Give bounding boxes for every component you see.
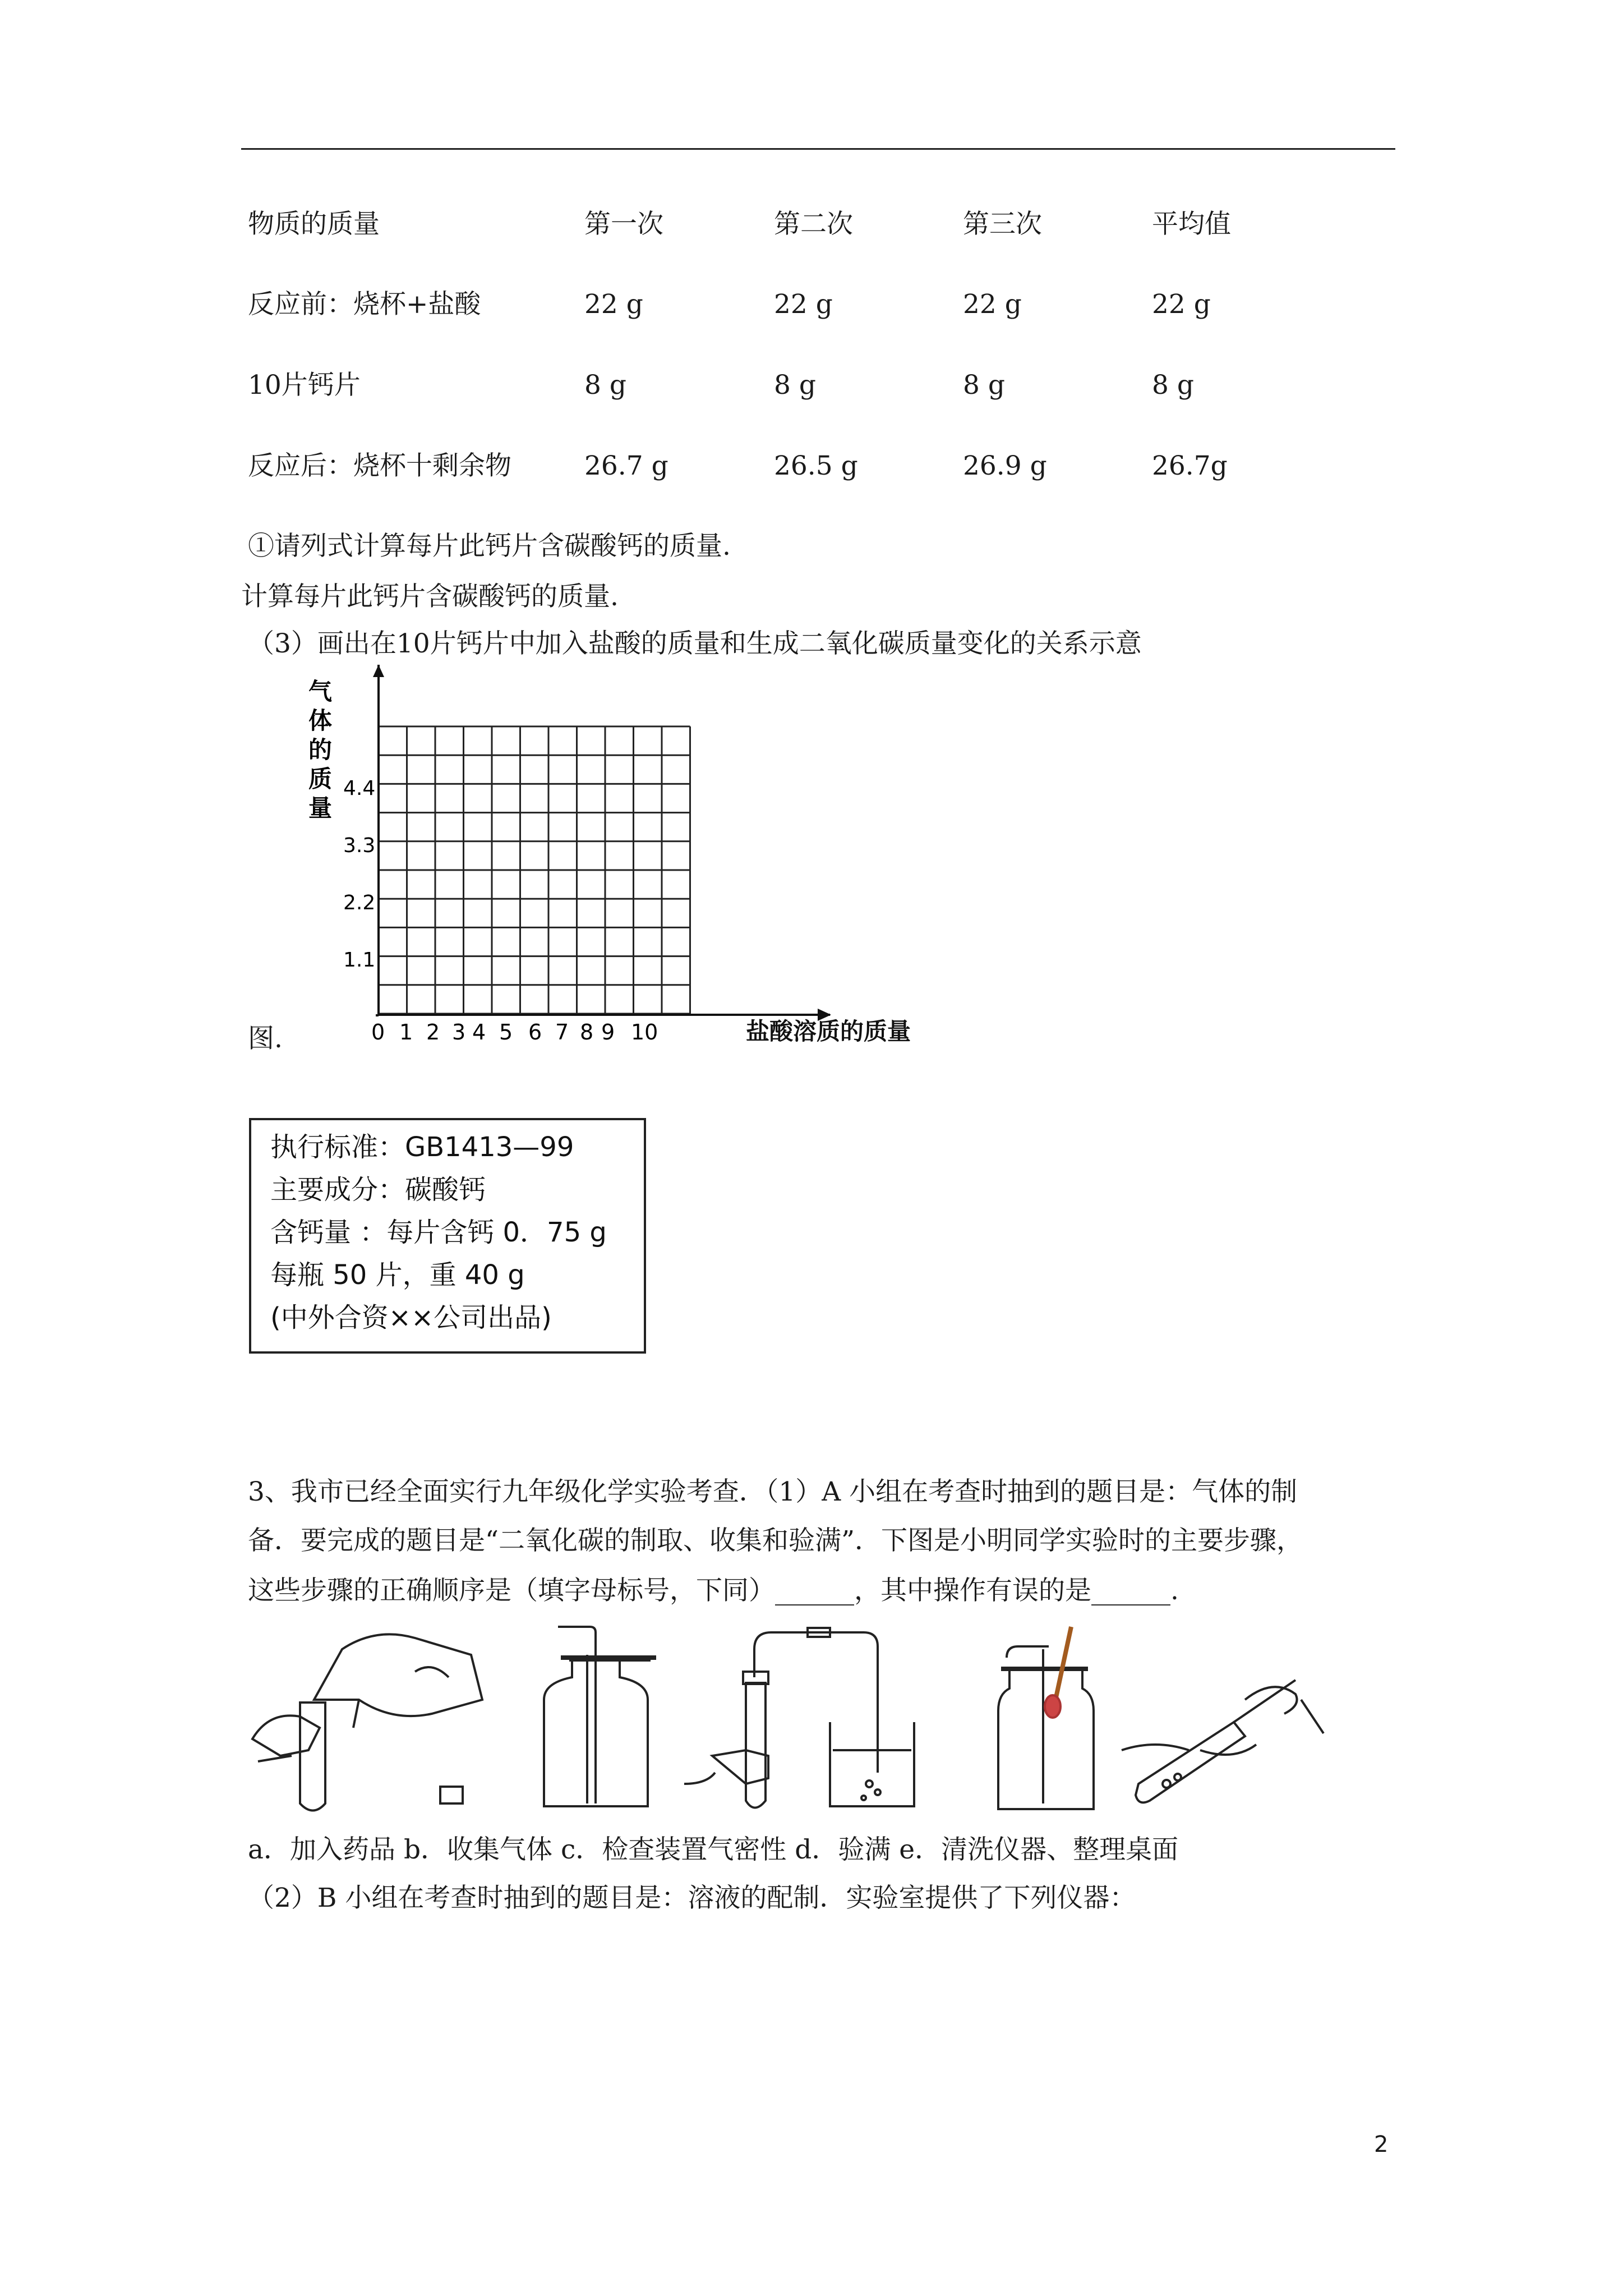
table-cell: 26.7g [1152, 450, 1228, 481]
question-line: 3、我市已经全面实行九年级化学实验考查．（1）A 小组在考查时抽到的题目是：气体的制 [248, 1476, 1298, 1507]
table-header: 第一次 [584, 209, 663, 240]
table-cell: 8 g [963, 370, 1005, 401]
table-cell: 10片钙片 [248, 370, 361, 401]
table-cell: 22 g [774, 289, 833, 320]
table-cell: 8 g [1152, 370, 1194, 401]
blank-grid-figure [303, 665, 942, 1057]
table-cell: 26.9 g [963, 450, 1047, 481]
y-axis-label-char: 量 [308, 794, 333, 822]
header-rule [241, 148, 1395, 150]
question-line: 这些步骤的正确顺序是（填字母标号，下同）______，其中操作有误的是______. [248, 1575, 1179, 1606]
y-axis-label [308, 678, 332, 822]
experiment-steps-figure [247, 1616, 1346, 1829]
table-cell: 22 g [584, 289, 643, 320]
x-tick-label: 1 [399, 1020, 413, 1045]
label-line: 含钙量 ：每片含钙 0．75 g [270, 1217, 607, 1248]
question-line: （2）B 小组在考查时抽到的题目是：溶液的配制．实验室提供了下列仪器： [248, 1883, 1136, 1913]
illustration-clean-instruments [1122, 1680, 1324, 1802]
illustration-test-full [998, 1627, 1094, 1809]
y-tick-labels [343, 777, 375, 972]
table-cell: 8 g [584, 370, 626, 401]
table-header: 物质的质量 [248, 209, 380, 240]
x-tick-label: 7 [555, 1020, 569, 1045]
steps-caption: a．加入药品 b．收集气体 c．检查装置气密性 d．验满 e．清洗仪器、整理桌面 [248, 1834, 1179, 1865]
question-line: （3）画出在10片钙片中加入盐酸的质量和生成二氧化碳质量变化的关系示意 [248, 628, 1142, 659]
illustration-add-reagent [252, 1634, 482, 1810]
x-tick-labels [371, 1020, 658, 1045]
table-cell: 26.7 g [584, 450, 668, 481]
x-tick-label: 6 [528, 1020, 542, 1045]
page-number: 2 [1374, 2132, 1389, 2157]
y-tick-label: 3.3 [343, 834, 376, 857]
x-tick-label: 10 [631, 1020, 658, 1045]
y-tick-label: 1.1 [343, 949, 376, 972]
table-header: 平均值 [1152, 209, 1231, 240]
table-cell: 22 g [1152, 289, 1211, 320]
table-cell: 反应后：烧杯十剩余物 [248, 450, 511, 481]
table-header: 第三次 [963, 209, 1042, 240]
y-axis-label-char: 的 [308, 736, 333, 763]
y-axis-label-char: 体 [308, 707, 333, 734]
y-tick-label: 4.4 [343, 777, 376, 800]
x-tick-label: 0 [371, 1020, 385, 1045]
label-line: 每瓶 50 片，重 40 g [270, 1259, 525, 1291]
table-header: 第二次 [774, 209, 853, 240]
y-axis-label-char: 质 [308, 765, 333, 793]
grid-lines [379, 726, 690, 1014]
illustration-check-airtightness [684, 1628, 914, 1808]
x-tick-label: 5 [499, 1020, 513, 1045]
label-line: 执行标准：GB1413—99 [270, 1131, 574, 1163]
label-line: 主要成分：碳酸钙 [270, 1174, 486, 1205]
question-line: ①请列式计算每片此钙片含碳酸钙的质量. [248, 531, 731, 562]
label-line: (中外合资××公司出品) [270, 1302, 552, 1333]
question-line: 备．要完成的题目是“二氧化碳的制取、收集和验满”．下图是小明同学实验时的主要步骤， [248, 1525, 1303, 1556]
x-tick-label: 8 [580, 1020, 594, 1045]
x-tick-label: 4 [472, 1020, 486, 1045]
table-cell: 8 g [774, 370, 816, 401]
x-axis-label: 盐酸溶质的质量 [746, 1018, 911, 1045]
y-axis-label-char: 气 [308, 678, 333, 705]
question-line: 计算每片此钙片含碳酸钙的质量. [241, 581, 619, 612]
table-cell: 反应前：烧杯+盐酸 [248, 289, 481, 320]
y-axis-arrow [373, 665, 384, 677]
x-tick-label: 2 [426, 1020, 440, 1045]
product-label-box [249, 1118, 646, 1354]
table-cell: 26.5 g [774, 450, 858, 481]
question-tail: 图. [248, 1023, 283, 1054]
table-cell: 22 g [963, 289, 1022, 320]
x-tick-label: 3 [452, 1020, 466, 1045]
y-tick-label: 2.2 [343, 891, 376, 914]
illustration-collect-gas [544, 1627, 656, 1806]
x-tick-label: 9 [601, 1020, 615, 1045]
